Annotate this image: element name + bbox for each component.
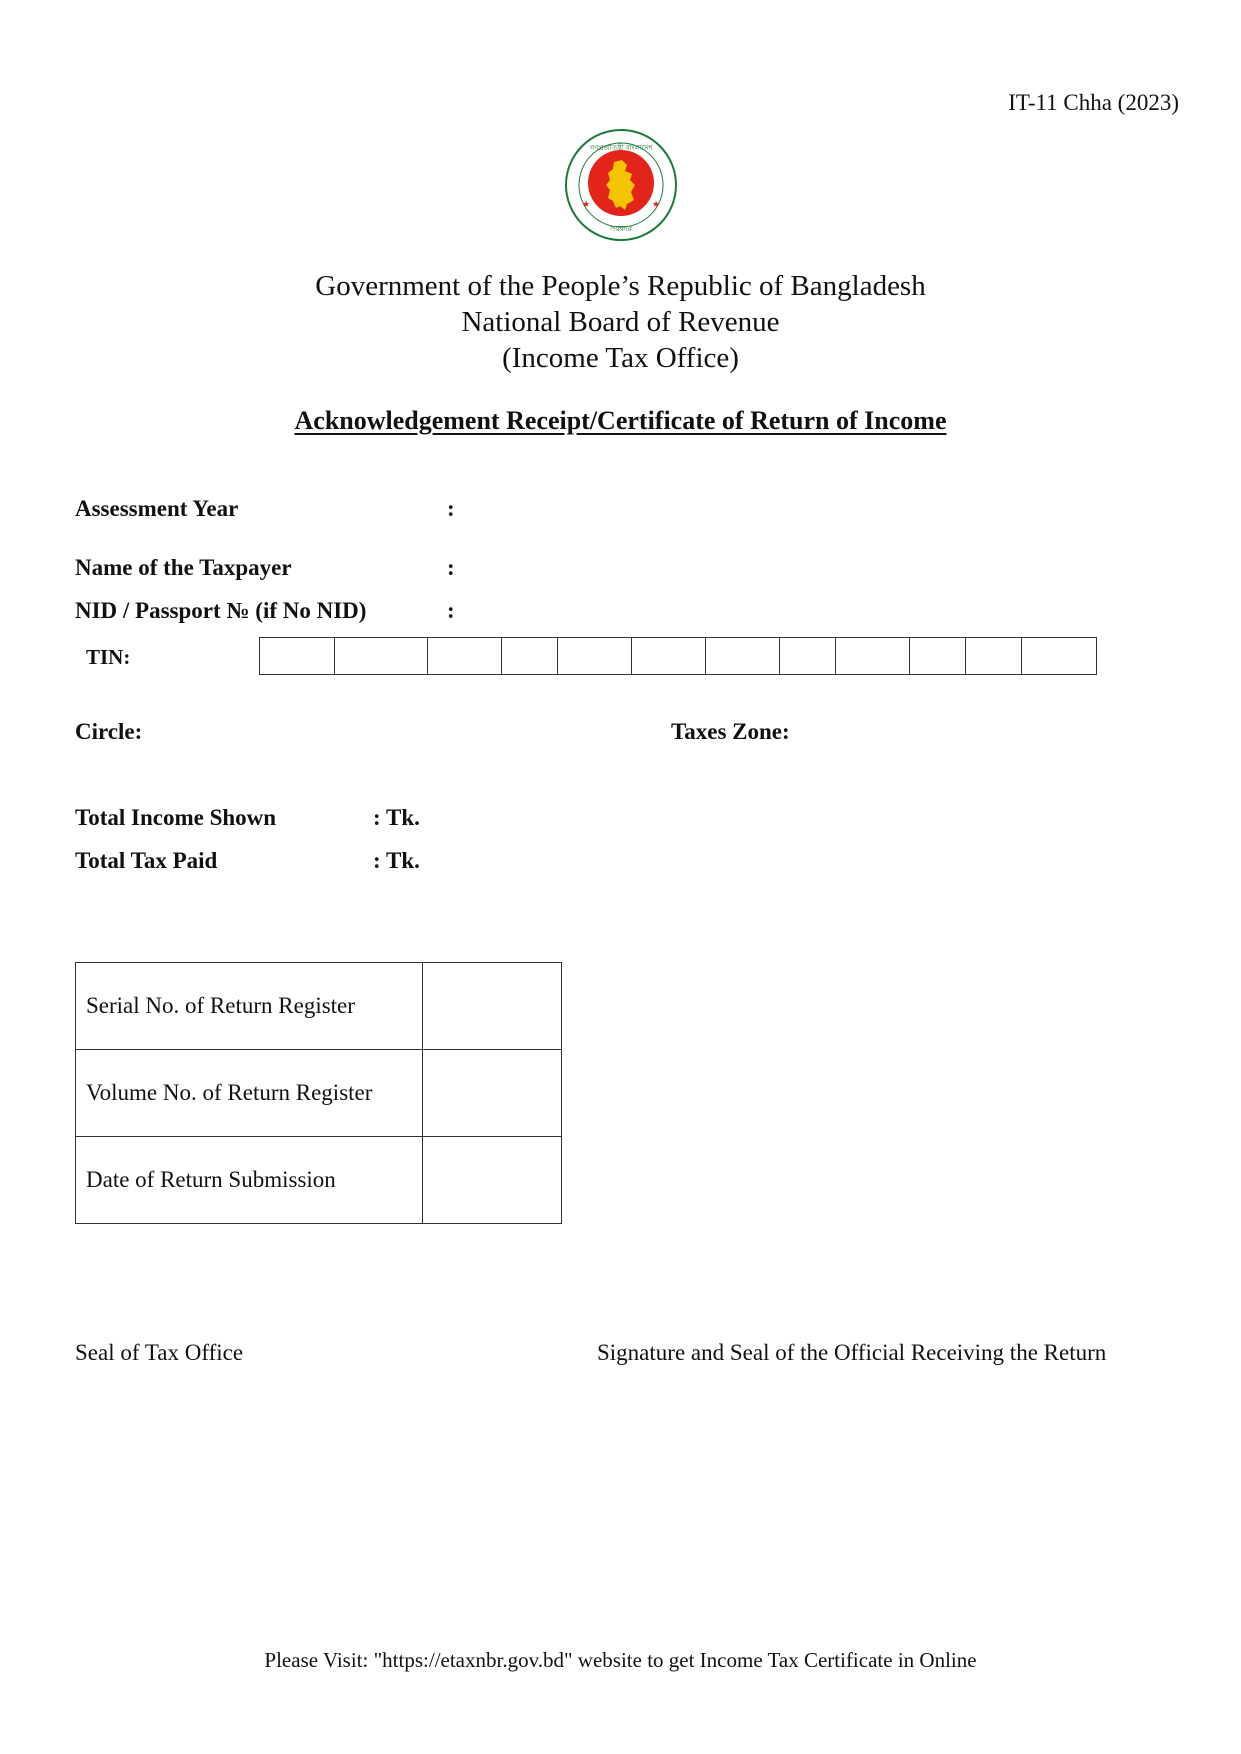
submission-date-label: Date of Return Submission: [76, 1137, 423, 1224]
header-government: Government of the People’s Republic of Bangladesh: [315, 270, 926, 302]
taxpayer-name-label: Name of the Taxpayer: [75, 555, 292, 580]
header-nbr: National Board of Revenue: [461, 306, 780, 338]
submission-date-value[interactable]: [423, 1137, 562, 1224]
taxpayer-name-separator: :: [447, 555, 455, 580]
nid-passport-label: NID / Passport № (if No NID): [75, 598, 367, 623]
tin-digit-cell[interactable]: [780, 638, 836, 674]
tin-digit-cell[interactable]: [836, 638, 910, 674]
form-number: IT-11 Chha (2023): [1008, 90, 1179, 115]
circle-label: Circle:: [75, 719, 143, 744]
tin-digit-cell[interactable]: [502, 638, 558, 674]
volume-no-value[interactable]: [423, 1050, 562, 1137]
emblem-bottom-text: সরকার: [609, 224, 633, 233]
tin-digit-cell[interactable]: [910, 638, 966, 674]
tin-digit-cell[interactable]: [632, 638, 706, 674]
page-title: Acknowledgement Receipt/Certificate of Return of Income: [294, 406, 947, 435]
footer-note: Please Visit: "https://etaxnbr.gov.bd" website to get Income Tax Certificate in Online: [264, 1648, 977, 1672]
serial-no-label: Serial No. of Return Register: [76, 963, 423, 1050]
svg-text:★: ★: [652, 199, 661, 209]
table-row: [76, 1137, 562, 1224]
tin-digit-cell[interactable]: [428, 638, 502, 674]
serial-no-value[interactable]: [423, 963, 562, 1050]
total-tax-currency: : Tk.: [373, 848, 420, 873]
tin-input-grid[interactable]: [259, 637, 1097, 675]
total-income-currency: : Tk.: [373, 805, 420, 830]
bangladesh-government-emblem-icon: [564, 128, 678, 242]
nid-passport-separator: :: [447, 598, 455, 623]
total-tax-label: Total Tax Paid: [75, 848, 218, 873]
tin-label: TIN:: [86, 645, 131, 669]
official-signature: Signature and Seal of the Official Receiving the Return: [597, 1340, 1107, 1365]
table-row: [76, 963, 562, 1050]
svg-text:★: ★: [582, 199, 591, 209]
return-register-table: [75, 962, 562, 1224]
tin-digit-cell[interactable]: [706, 638, 780, 674]
tin-digit-cell[interactable]: [260, 638, 335, 674]
tin-digit-cell[interactable]: [966, 638, 1022, 674]
volume-no-label: Volume No. of Return Register: [76, 1050, 423, 1137]
assessment-year-separator: :: [447, 496, 455, 521]
assessment-year-label: Assessment Year: [75, 496, 239, 521]
total-income-label: Total Income Shown: [75, 805, 277, 830]
tin-digit-cell[interactable]: [1022, 638, 1096, 674]
tin-digit-cell[interactable]: [335, 638, 428, 674]
taxes-zone-label: Taxes Zone:: [671, 719, 790, 744]
seal-of-tax-office: Seal of Tax Office: [75, 1340, 244, 1365]
tin-digit-cell[interactable]: [558, 638, 632, 674]
table-row: [76, 1050, 562, 1137]
header-office: (Income Tax Office): [502, 342, 739, 374]
emblem-top-text: গণপ্রজাতন্ত্রী বাংলাদেশ: [589, 144, 653, 152]
